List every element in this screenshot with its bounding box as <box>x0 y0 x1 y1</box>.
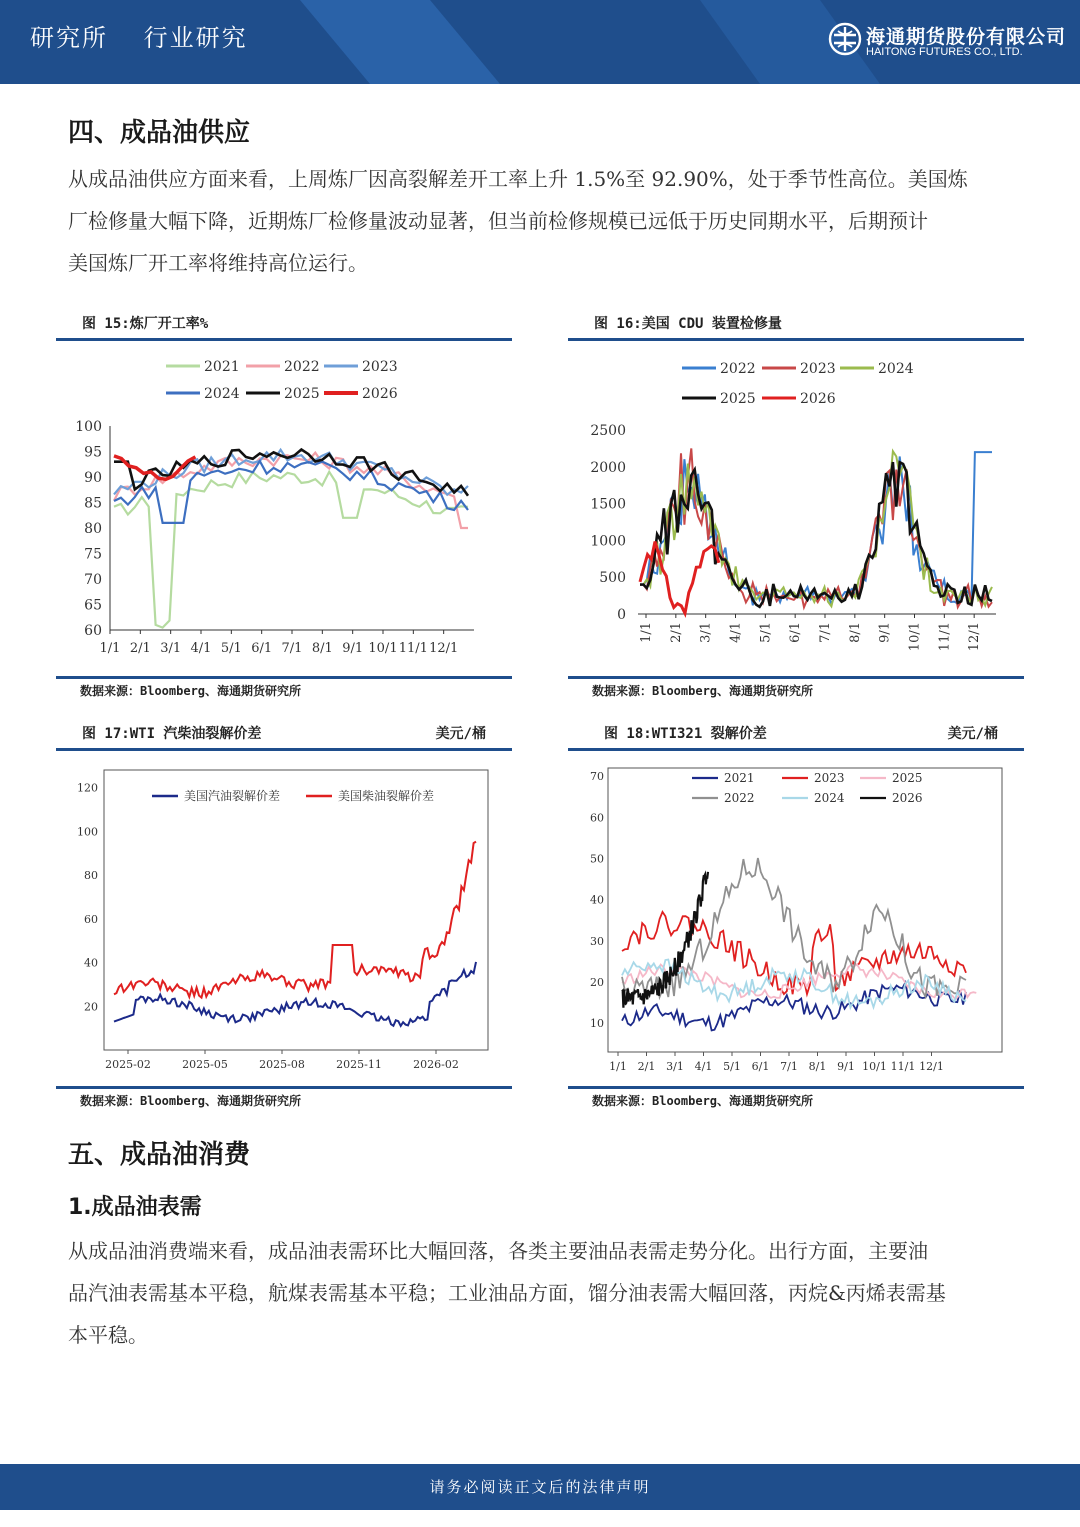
y-tick-label: 80 <box>84 521 102 537</box>
y-tick-label: 80 <box>84 869 98 882</box>
y-tick-label: 10 <box>590 1017 604 1031</box>
x-tick-label: 2026-02 <box>413 1058 459 1071</box>
legend-label-2022: 2022 <box>724 791 755 805</box>
paragraph-line: 厂检修量大幅下降，近期炼厂检修量波动显著，但当前检修规模已远低于历史同期水平，后期预计 <box>68 209 928 233</box>
paragraph-line: 从成品油消费端来看，成品油表需环比大幅回落，各类主要油品表需走势分化。出行方面，主要油 <box>68 1239 928 1263</box>
figure-17-bottom-rule <box>56 1086 512 1089</box>
x-tick-label: 5/1 <box>220 641 242 656</box>
figure-15 <box>56 310 512 710</box>
x-tick-label: 2025-05 <box>182 1058 228 1071</box>
x-tick-label: 2/1 <box>129 641 151 656</box>
paragraph-line: 本平稳。 <box>68 1323 148 1347</box>
figure-15-chart <box>56 344 512 674</box>
y-tick-label: 2500 <box>590 423 626 439</box>
x-tick-label: 1/1 <box>639 622 654 643</box>
x-tick-label: 8/1 <box>847 622 863 643</box>
paragraph-line: 从成品油供应方面来看，上周炼厂因高裂解差开工率上升 1.5%至 92.90%，处于季节性高位。美国炼 <box>68 167 968 191</box>
figure-17-source: 数据来源：Bloomberg、海通期货研究所 <box>80 1094 302 1108</box>
x-tick-label: 7/1 <box>281 641 303 656</box>
x-tick-label: 6/1 <box>751 1060 770 1073</box>
y-tick-label: 85 <box>84 495 102 512</box>
y-tick-label: 90 <box>84 470 102 486</box>
x-tick-label: 5/1 <box>723 1060 741 1073</box>
section-supply-paragraph <box>68 158 1018 284</box>
x-tick-label: 2/1 <box>668 622 684 643</box>
x-tick-label: 7/1 <box>818 622 833 643</box>
figure-15-title-bar <box>56 310 512 338</box>
y-tick-label: 65 <box>84 597 102 614</box>
figure-15-source: 数据来源：Bloomberg、海通期货研究所 <box>80 684 302 698</box>
legend-label-2021: 2021 <box>724 771 755 785</box>
y-tick-label: 50 <box>590 852 604 866</box>
plot-frame <box>104 770 488 1050</box>
x-tick-label: 9/1 <box>877 622 893 643</box>
figure-15-top-rule <box>56 338 512 341</box>
y-tick-label: 30 <box>590 934 604 948</box>
x-tick-label: 6/1 <box>788 622 804 643</box>
legend-label-美国汽油裂解价差: 美国汽油裂解价差 <box>184 789 281 803</box>
x-tick-label: 12/1 <box>919 1060 944 1073</box>
paragraph-line: 品汽油表需基本平稳，航煤表需基本平稳；工业油品方面，馏分油表需大幅回落，丙烷&丙烯表需基 <box>68 1281 946 1305</box>
x-tick-label: 9/1 <box>837 1060 855 1073</box>
x-tick-label: 2/1 <box>637 1060 656 1073</box>
legend-label-2025: 2025 <box>720 391 756 407</box>
y-tick-label: 20 <box>84 1000 98 1014</box>
legend-label-2024: 2024 <box>878 361 914 377</box>
x-tick-label: 3/1 <box>160 641 182 656</box>
section-title-consumption: 五、成品油消费 <box>68 1140 251 1170</box>
x-tick-label: 12/1 <box>967 622 983 652</box>
legend-label-2023: 2023 <box>362 359 398 375</box>
x-tick-label: 11/1 <box>937 622 953 652</box>
legend-label-2023: 2023 <box>800 361 836 377</box>
legend-label-2024: 2024 <box>814 791 845 805</box>
x-tick-label: 4/1 <box>728 622 744 643</box>
figure-16-chart <box>568 344 1024 674</box>
company-name-en: HAITONG FUTURES CO., LTD. <box>866 46 1023 58</box>
x-tick-label: 11/1 <box>890 1060 916 1073</box>
figure-18-title-bar <box>568 720 1024 748</box>
legend-label-2024: 2024 <box>204 386 240 402</box>
legend-label-2022: 2022 <box>720 361 756 377</box>
legend-label-美国柴油裂解价差: 美国柴油裂解价差 <box>338 789 435 803</box>
y-tick-label: 100 <box>75 419 102 435</box>
subsection-title-apparent-demand: 1.成品油表需 <box>68 1195 202 1220</box>
x-tick-label: 2025-11 <box>336 1058 382 1071</box>
figure-16-title: 图 16:美国 CDU 装置检修量 <box>594 316 782 332</box>
x-tick-label: 6/1 <box>251 641 273 656</box>
x-tick-label: 3/1 <box>666 1060 684 1073</box>
legend-label-2023: 2023 <box>814 771 845 785</box>
x-tick-label: 2025-02 <box>105 1058 151 1071</box>
legend-label-2025: 2025 <box>892 771 923 785</box>
y-tick-label: 60 <box>590 811 604 825</box>
y-tick-label: 60 <box>84 912 98 926</box>
figure-16-title-bar <box>568 310 1024 338</box>
y-tick-label: 40 <box>84 956 98 970</box>
page-footer <box>0 1464 1080 1510</box>
figure-18 <box>568 720 1024 1120</box>
figure-18-bottom-rule <box>568 1086 1024 1089</box>
y-tick-label: 40 <box>590 893 604 907</box>
figure-18-top-rule <box>568 748 1024 751</box>
section-title-supply: 四、成品油供应 <box>68 118 251 148</box>
figure-17-unit: 美元/桶 <box>435 726 486 742</box>
legend-label-2026: 2026 <box>800 391 836 407</box>
x-tick-label: 2025-08 <box>259 1058 305 1071</box>
series-line-2021 <box>114 472 468 628</box>
x-tick-label: 1/1 <box>609 1060 627 1073</box>
x-tick-label: 9/1 <box>342 641 364 656</box>
x-tick-label: 10/1 <box>368 641 398 656</box>
x-tick-label: 7/1 <box>780 1060 798 1073</box>
x-tick-label: 8/1 <box>311 641 333 656</box>
y-tick-label: 70 <box>590 770 604 784</box>
haitong-logo-icon <box>828 22 862 56</box>
figure-15-bottom-rule <box>56 676 512 679</box>
page-header <box>0 0 1080 84</box>
figure-16-top-rule <box>568 338 1024 341</box>
series-line-diesel-crack <box>114 842 476 998</box>
legend-label-2021: 2021 <box>204 359 240 375</box>
x-tick-label: 8/1 <box>808 1060 827 1073</box>
y-tick-label: 2000 <box>590 459 626 476</box>
series-line-2024 <box>114 461 468 523</box>
figure-16-source: 数据来源：Bloomberg、海通期货研究所 <box>592 684 814 698</box>
header-sections <box>30 18 274 53</box>
header-section-institute: 研究所 <box>30 24 108 52</box>
y-tick-label: 0 <box>617 607 626 623</box>
x-tick-label: 12/1 <box>429 641 459 656</box>
figure-17-top-rule <box>56 748 512 751</box>
figure-17 <box>56 720 512 1120</box>
legend-label-2025: 2025 <box>284 386 320 402</box>
figure-16-bottom-rule <box>568 676 1024 679</box>
series-line-2023 <box>622 912 966 994</box>
y-tick-label: 60 <box>84 623 102 639</box>
y-tick-label: 1000 <box>590 533 626 550</box>
y-tick-label: 120 <box>77 781 98 795</box>
legend-label-2026: 2026 <box>892 791 923 805</box>
figure-17-chart <box>56 754 512 1084</box>
y-tick-label: 70 <box>84 572 102 588</box>
y-tick-label: 500 <box>599 570 626 587</box>
figure-16 <box>568 310 1024 710</box>
y-tick-label: 20 <box>590 976 604 990</box>
y-tick-label: 100 <box>77 825 98 839</box>
company-name-cn: 海通期货股份有限公司 <box>866 26 1067 48</box>
x-tick-label: 4/1 <box>694 1060 713 1073</box>
header-section-industry: 行业研究 <box>143 24 248 52</box>
paragraph-line: 美国炼厂开工率将维持高位运行。 <box>68 251 368 275</box>
figure-18-unit: 美元/桶 <box>947 726 998 742</box>
x-tick-label: 11/1 <box>398 641 428 656</box>
figure-17-title-bar <box>56 720 512 748</box>
x-tick-label: 10/1 <box>907 622 923 652</box>
legend-label-2022: 2022 <box>284 359 320 375</box>
footer-legal-notice: 请务必阅读正文后的法律声明 <box>429 1478 651 1496</box>
y-tick-label: 75 <box>84 546 102 563</box>
figure-17-title: 图 17:WTI 汽柴油裂解价差 <box>82 726 262 742</box>
legend-label-2026: 2026 <box>362 386 398 402</box>
section-consumption-paragraph <box>68 1230 1018 1356</box>
figure-18-chart <box>568 754 1024 1084</box>
figure-18-title: 图 18:WTI321 裂解价差 <box>604 726 767 742</box>
x-tick-label: 4/1 <box>190 641 212 656</box>
figure-15-title: 图 15:炼厂开工率% <box>82 316 209 332</box>
y-tick-label: 95 <box>84 444 102 461</box>
figure-18-source: 数据来源：Bloomberg、海通期货研究所 <box>592 1094 814 1108</box>
y-tick-label: 1500 <box>590 496 626 513</box>
x-tick-label: 10/1 <box>862 1060 887 1073</box>
x-tick-label: 1/1 <box>99 641 121 656</box>
x-tick-label: 3/1 <box>698 622 714 643</box>
x-tick-label: 5/1 <box>758 622 774 643</box>
